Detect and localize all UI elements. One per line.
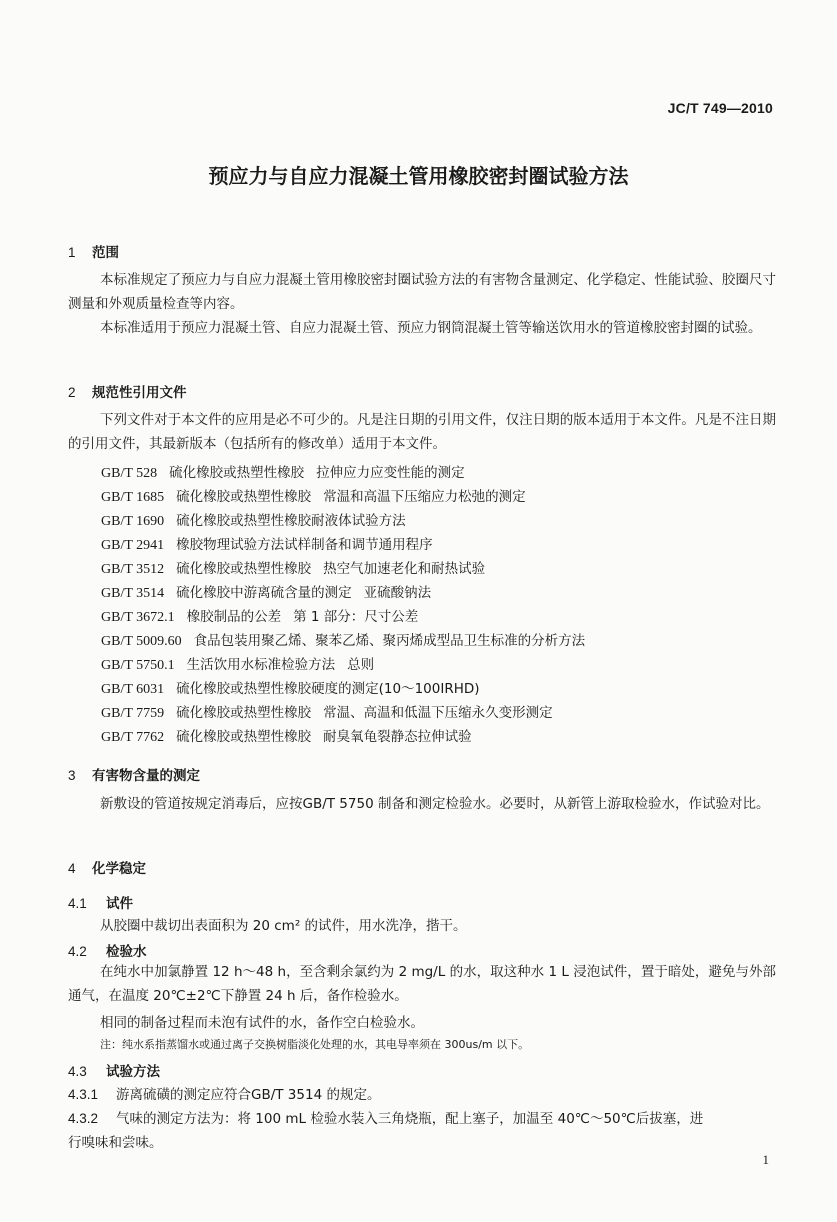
section-4-2-paragraph-1: 在纯水中加氯静置 12 h～48 h，至含剩余氯约为 2 mg/L 的水，取这种水 1 L 浸泡试件，置于暗处，避免与外部通气，在温度 20℃±2℃下静置 24 h 后，备作检验水。 xyxy=(68,964,776,1004)
section-4-2-heading xyxy=(68,940,147,960)
item-number: 4.3.2 xyxy=(68,1111,99,1126)
reference-subtitle: 第 1 部分：尺寸公差 xyxy=(293,609,419,625)
section-4-3-2 xyxy=(68,1107,703,1127)
section-4-3-heading xyxy=(68,1060,160,1080)
reference-subtitle: 热空气加速老化和耐热试验 xyxy=(323,561,486,577)
reference-title: 硫化橡胶或热塑性橡胶 xyxy=(176,729,312,745)
reference-item xyxy=(101,557,485,578)
section-4-1-paragraph: 从胶圈中裁切出表面积为 20 cm² 的试件，用水洗净，揩干。 xyxy=(100,918,467,934)
reference-code: GB/T 3514 xyxy=(101,586,165,601)
reference-code: GB/T 1690 xyxy=(101,514,165,529)
section-number: 1 xyxy=(68,245,76,260)
reference-item xyxy=(101,485,526,506)
reference-item xyxy=(101,533,433,554)
document-title: 预应力与自应力混凝土管用橡胶密封圈试验方法 xyxy=(208,164,629,188)
section-4-heading xyxy=(68,857,146,877)
reference-item xyxy=(101,581,431,602)
reference-item xyxy=(101,677,480,698)
reference-title: 硫化橡胶或热塑性橡胶耐液体试验方法 xyxy=(176,513,406,529)
reference-code: GB/T 5750.1 xyxy=(101,658,175,673)
reference-subtitle: 拉伸应力应变性能的测定 xyxy=(316,465,465,481)
reference-title: 硫化橡胶或热塑性橡胶 xyxy=(176,489,312,505)
section-3-paragraph-1: 新敷设的管道按规定消毒后，应按GB/T 5750 制备和测定检验水。必要时，从新管上游取检验水，作试验对比。 xyxy=(100,796,770,812)
reference-item xyxy=(101,701,553,722)
section-number: 4.2 xyxy=(68,944,87,959)
reference-subtitle: 耐臭氧龟裂静态拉伸试验 xyxy=(323,729,472,745)
item-number: 4.3.1 xyxy=(68,1087,99,1102)
section-4-3-1 xyxy=(68,1083,380,1103)
reference-item xyxy=(101,629,585,650)
page-number: 1 xyxy=(762,1152,769,1167)
section-title: 试件 xyxy=(106,896,133,912)
reference-title: 硫化橡胶或热塑性橡胶 xyxy=(169,465,305,481)
section-4-1-heading xyxy=(68,892,133,912)
reference-code: GB/T 528 xyxy=(101,466,158,481)
reference-code: GB/T 1685 xyxy=(101,490,165,505)
reference-title: 食品包装用聚乙烯、聚苯乙烯、聚丙烯成型品卫生标准的分析方法 xyxy=(193,633,586,649)
reference-item xyxy=(101,725,472,746)
reference-code: GB/T 6031 xyxy=(101,682,165,697)
section-number: 2 xyxy=(68,385,76,400)
section-title: 检验水 xyxy=(106,944,147,960)
reference-title: 生活饮用水标准检验方法 xyxy=(186,657,336,673)
reference-subtitle: 亚硫酸钠法 xyxy=(363,585,432,601)
section-3-heading xyxy=(68,764,200,784)
reference-item xyxy=(101,605,418,626)
section-1-paragraph-1: 本标准规定了预应力与自应力混凝土管用橡胶密封圈试验方法的有害物含量测定、化学稳定、性能试验、胶圈尺寸测量和外观质量检查等内容。 xyxy=(68,272,776,312)
reference-code: GB/T 2941 xyxy=(101,538,165,553)
reference-code: GB/T 7759 xyxy=(101,706,165,721)
reference-subtitle: 常温、高温和低温下压缩永久变形测定 xyxy=(323,705,553,721)
section-title: 有害物含量的测定 xyxy=(92,768,200,784)
section-title: 化学稳定 xyxy=(92,861,146,877)
reference-title: 硫化橡胶或热塑性橡胶硬度的测定(10～100IRHD) xyxy=(176,681,480,697)
reference-code: GB/T 7762 xyxy=(101,730,165,745)
reference-item xyxy=(101,461,465,482)
reference-subtitle: 常温和高温下压缩应力松弛的测定 xyxy=(323,489,526,505)
reference-title: 硫化橡胶或热塑性橡胶 xyxy=(176,561,312,577)
section-title: 规范性引用文件 xyxy=(92,385,187,401)
reference-item xyxy=(101,653,374,674)
reference-code: GB/T 3672.1 xyxy=(101,610,175,625)
section-1-heading xyxy=(68,241,119,261)
reference-title: 硫化橡胶或热塑性橡胶 xyxy=(176,705,312,721)
section-4-3-2-continuation: 行嗅味和尝味。 xyxy=(68,1135,163,1151)
item-text: 气味的测定方法为：将 100 mL 检验水装入三角烧瓶，配上塞子，加温至 40℃～50℃后拔塞，进 xyxy=(116,1111,704,1127)
section-number: 4 xyxy=(68,861,76,876)
reference-code: GB/T 5009.60 xyxy=(101,634,182,649)
section-number: 3 xyxy=(68,768,76,783)
section-number: 4.3 xyxy=(68,1064,87,1079)
section-2-paragraph-1: 下列文件对于本文件的应用是必不可少的。凡是注日期的引用文件，仅注日期的版本适用于本文件。凡是不注日期的引用文件，其最新版本（包括所有的修改单）适用于本文件。 xyxy=(68,412,776,452)
reference-title: 橡胶制品的公差 xyxy=(186,609,282,625)
reference-title: 橡胶物理试验方法试样制备和调节通用程序 xyxy=(176,537,433,553)
reference-title: 硫化橡胶中游离硫含量的测定 xyxy=(176,585,352,601)
reference-code: GB/T 3512 xyxy=(101,562,165,577)
section-title: 试验方法 xyxy=(106,1064,160,1080)
note: 注：纯水系指蒸馏水或通过离子交换树脂淡化处理的水，其电导率须在 300us/m 以下。 xyxy=(100,1038,530,1051)
section-1-paragraph-2: 本标准适用于预应力混凝土管、自应力混凝土管、预应力钢筒混凝土管等输送饮用水的管道橡胶密封圈的试验。 xyxy=(100,320,762,336)
section-number: 4.1 xyxy=(68,896,87,911)
section-4-2-paragraph-2: 相同的制备过程而未泡有试件的水，备作空白检验水。 xyxy=(100,1015,424,1031)
reference-item xyxy=(101,509,406,530)
reference-subtitle: 总则 xyxy=(347,657,375,673)
item-text: 游离硫磺的测定应符合GB/T 3514 的规定。 xyxy=(116,1087,381,1103)
section-title: 范围 xyxy=(92,245,119,261)
standard-code: JC/T 749—2010 xyxy=(667,100,773,116)
section-2-heading xyxy=(68,381,187,401)
